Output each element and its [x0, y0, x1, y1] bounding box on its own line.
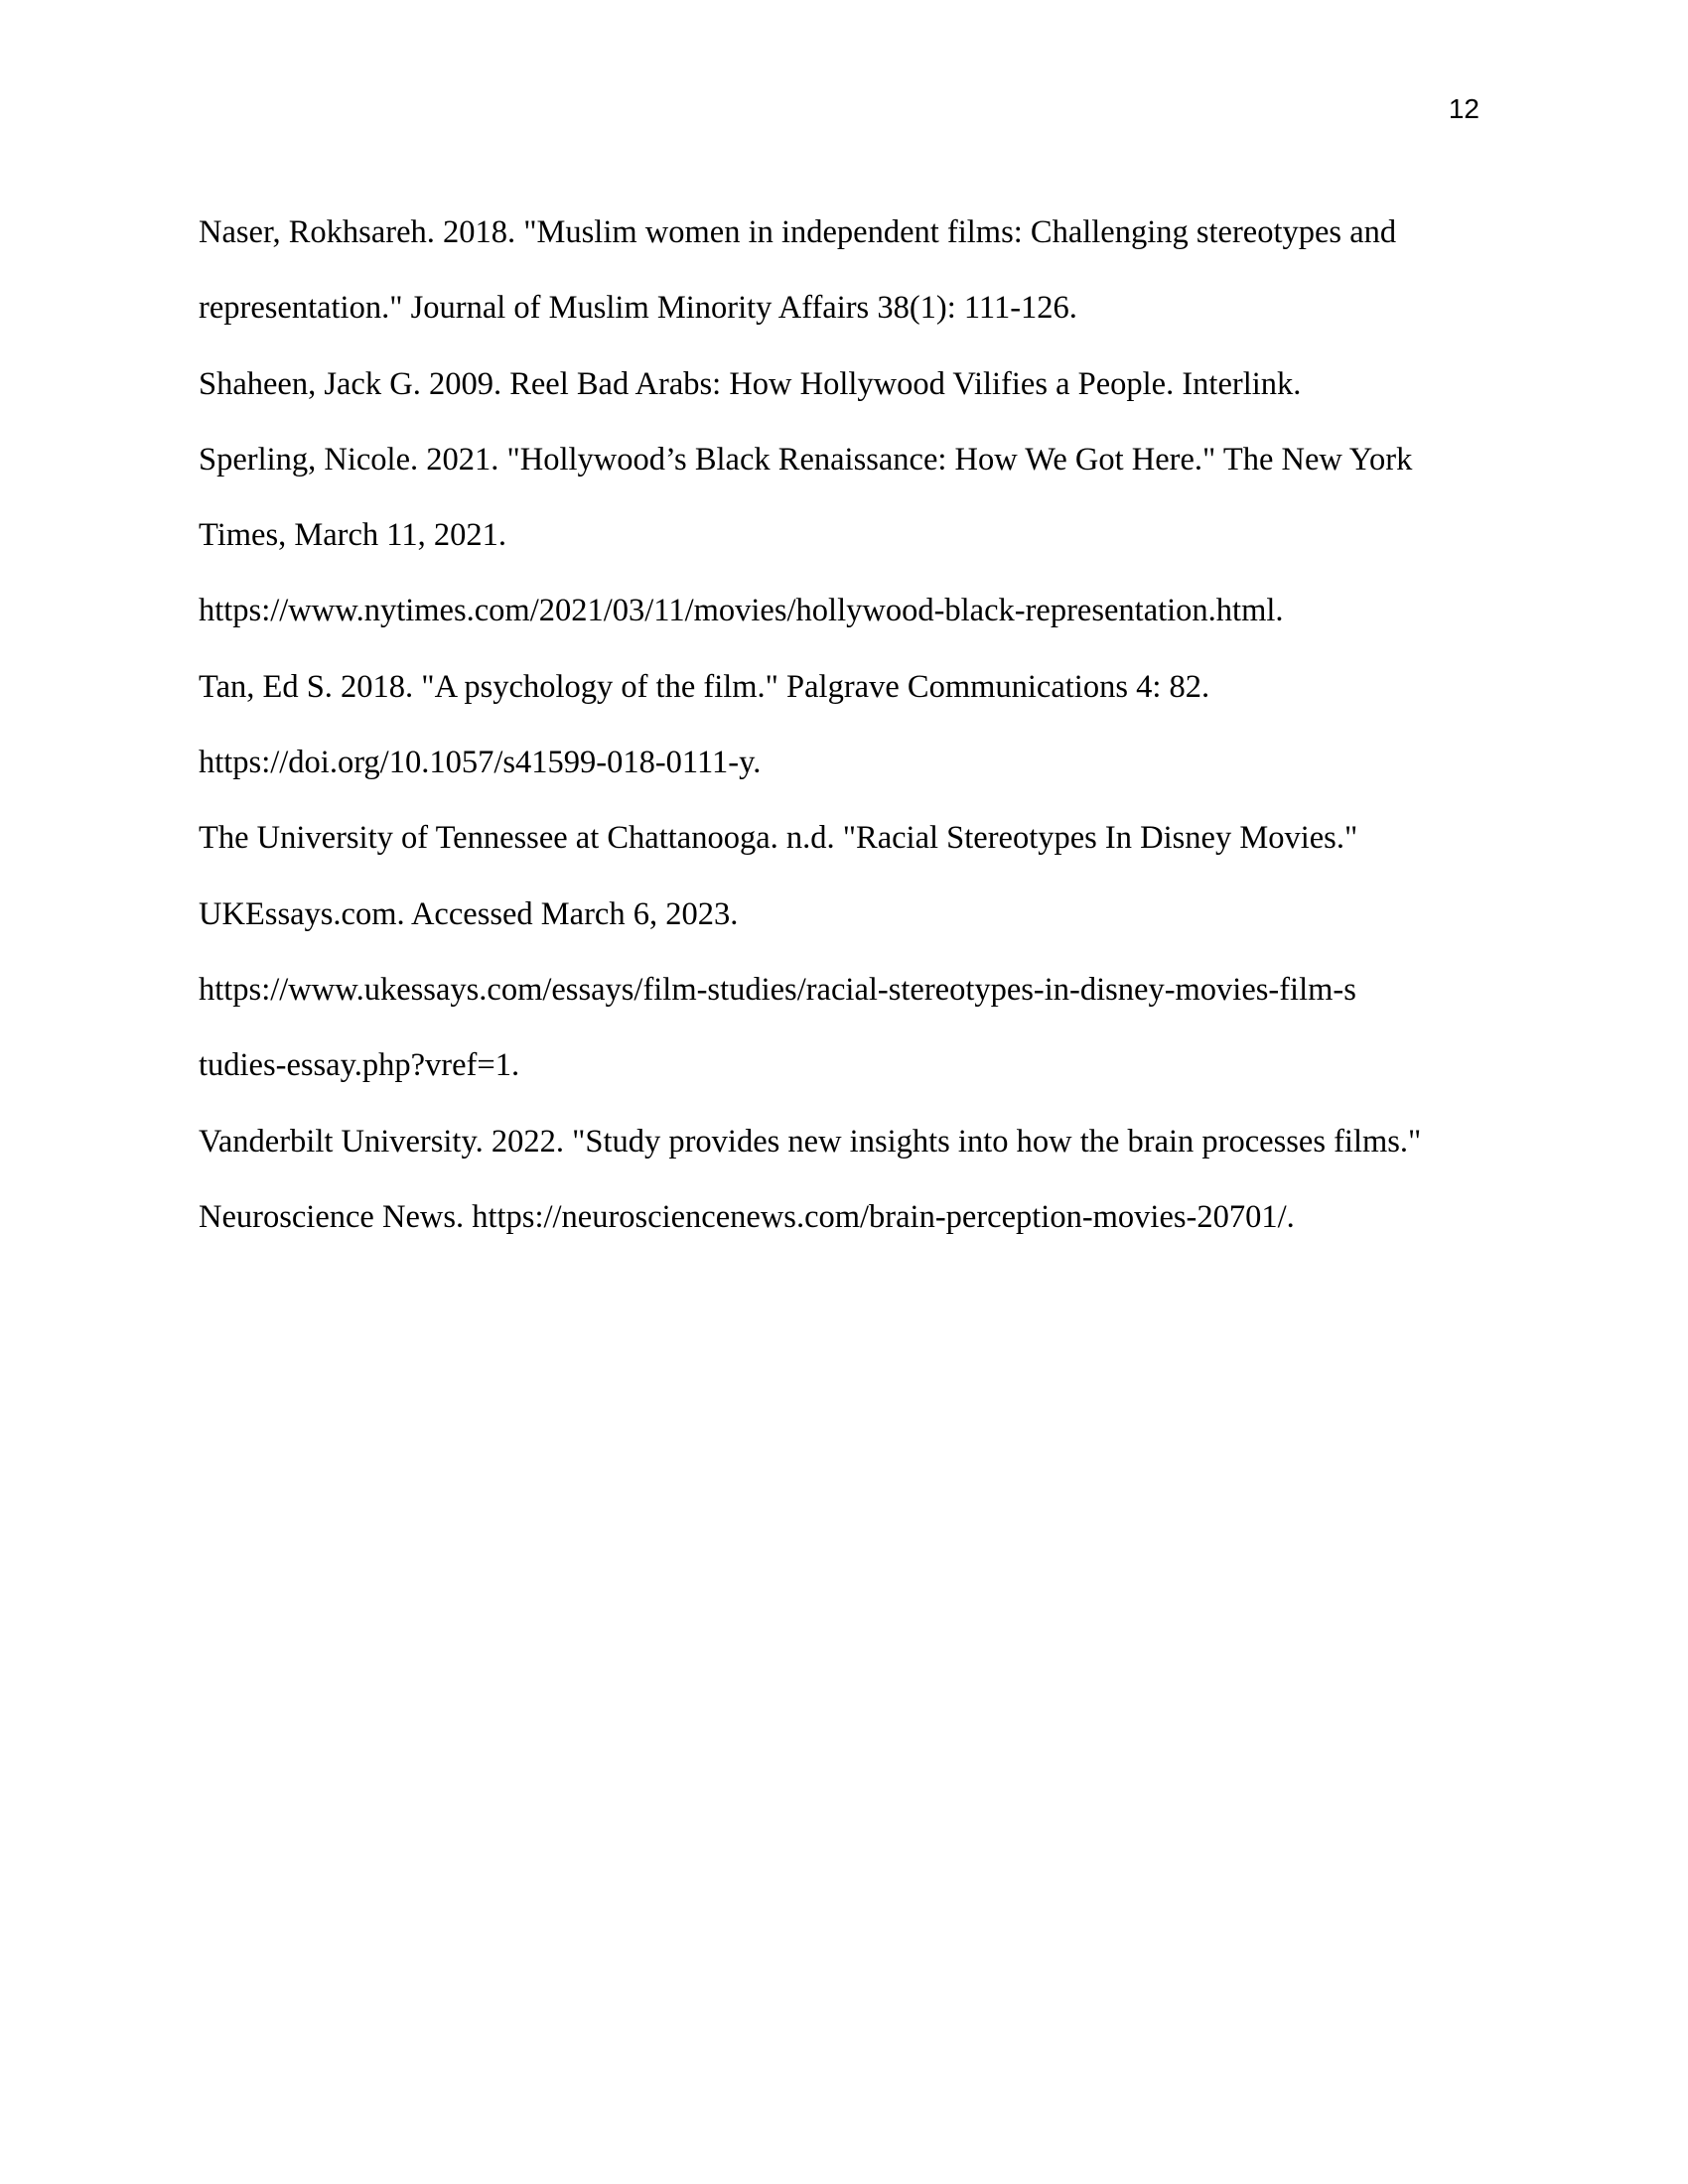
- reference-entry-tan: [199, 649, 1489, 801]
- reference-line: The University of Tennessee at Chattanooga. n.d. "Racial Stereotypes In Disney Movies.": [199, 820, 1358, 857]
- reference-line: Sperling, Nicole. 2021. "Hollywood’s Black Renaissance: How We Got Here." The New York: [199, 441, 1413, 478]
- reference-entry-naser: [199, 195, 1489, 346]
- reference-entry-utc: [199, 800, 1489, 1103]
- reference-entry-shaheen: [199, 346, 1489, 422]
- reference-url: https://www.ukessays.com/essays/film-studies/racial-stereotypes-in-disney-movies-film-s: [199, 971, 1356, 1008]
- reference-line: Times, March 11, 2021.: [199, 517, 506, 554]
- reference-entry-vanderbilt: [199, 1104, 1489, 1256]
- reference-url: https://www.nytimes.com/2021/03/11/movies/hollywood-black-representation.html.: [199, 593, 1284, 629]
- reference-line: Naser, Rokhsareh. 2018. "Muslim women in independent films: Challenging stereotypes and: [199, 214, 1397, 250]
- reference-line: Neuroscience News. https://neurosciencenews.com/brain-perception-movies-20701/.: [199, 1198, 1295, 1235]
- reference-line: representation." Journal of Muslim Minority Affairs 38(1): 111-126.: [199, 290, 1077, 327]
- reference-line: Tan, Ed S. 2018. "A psychology of the film." Palgrave Communications 4: 82.: [199, 668, 1210, 705]
- reference-line: UKEssays.com. Accessed March 6, 2023.: [199, 895, 739, 932]
- reference-line: Shaheen, Jack G. 2009. Reel Bad Arabs: How Hollywood Vilifies a People. Interlink.: [199, 365, 1302, 402]
- reference-line: Vanderbilt University. 2022. "Study provides new insights into how the brain processes films.": [199, 1123, 1422, 1160]
- reference-list: [199, 195, 1489, 1255]
- reference-url: https://doi.org/10.1057/s41599-018-0111-y.: [199, 745, 762, 781]
- page-number: 12: [1448, 93, 1479, 124]
- reference-url: tudies-essay.php?vref=1.: [199, 1047, 520, 1084]
- reference-entry-sperling: [199, 422, 1489, 649]
